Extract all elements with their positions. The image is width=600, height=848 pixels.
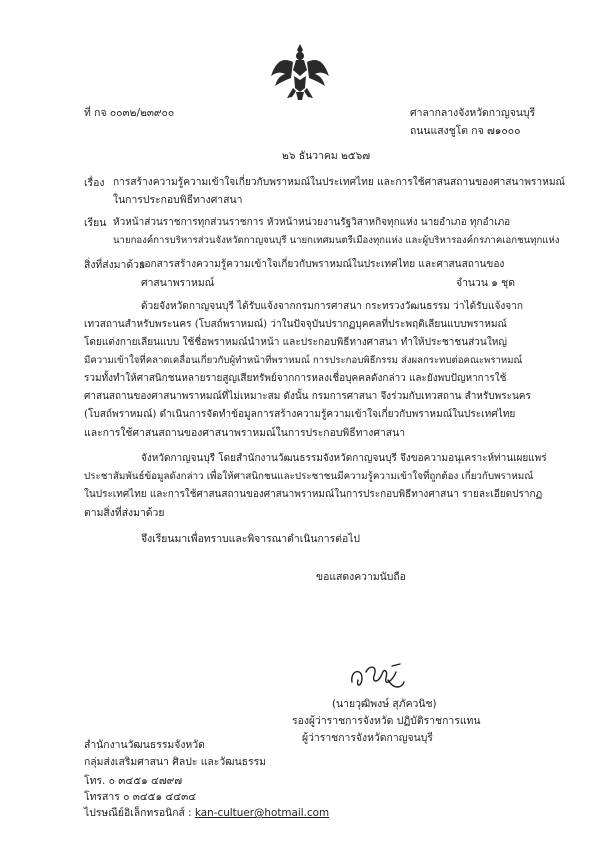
subject-label: เรื่อง (84, 177, 105, 189)
to-line-2: นายกองค์การบริหารส่วนจังหวัดกาญจนบุรี นายกเทศมนตรีเมืองทุกแห่ง และผู้บริหารองค์กรภาคเอกชนทุกแห่ง (113, 235, 560, 246)
paragraph-line: ในประเทศไทย และการใช้ศาสนสถานของศาสนาพราหมณ์ในการประกอบพิธีทางศาสนา รายละเอียดปรากฏ (84, 489, 543, 500)
paragraph-line: ศาสนสถานของศาสนาพราหมณ์ที่ไม่เหมาะสม ดังนั้น กรมการศาสนา จึงร่วมกับเทวสถาน สำหรับพระนคร (84, 391, 531, 402)
footer-email-row (84, 806, 329, 820)
paragraph-line: โดยแต่งกายเลียนแบบ ใช้ชื่อพราหมณ์นำหน้า และประกอบพิธีทางศาสนา ทำให้ประชาชนส่วนใหญ่ (84, 337, 508, 348)
subject-line-2: ในการประกอบพิธีทางศาสนา (113, 194, 243, 206)
paragraph-line: มีความเข้าใจที่คลาดเคลื่อนเกี่ยวกับผู้ทำหน้าที่พราหมณ์ การประกอบพิธีกรรม ส่งผลกระทบต่อคณะพราหมณ์ (84, 355, 523, 366)
reference-number: ที่ กจ ๐๐๓๒/๒๓๙๐๐ (84, 107, 175, 119)
signer-title-2: ผู้ว่าราชการจังหวัดกาญจนบุรี (302, 732, 433, 744)
email-label: ไปรษณีย์อิเล็กทรอนิกส์ : (84, 807, 192, 819)
paragraph-line: รวมทั้งทำให้ศาสนิกชนหลายรายสูญเสียทรัพย์จากการหลงเชื่อบุคคลดังกล่าว และยังพบปัญหาการใช้ (84, 373, 507, 384)
letter-date: ๒๖ ธันวาคม ๒๕๖๗ (282, 150, 371, 162)
paragraph-line: เทวสถานสำหรับพระนคร (โบสถ์พราหมณ์) ว่าในปัจจุบันปรากฏบุคคลที่ประพฤติเลียนแบบพราหมณ์ (84, 319, 507, 330)
footer-fax: โทรสาร ๐ ๓๔๕๑ ๔๔๓๔ (84, 791, 197, 803)
footer-office: สำนักงานวัฒนธรรมจังหวัด (84, 739, 205, 751)
paragraph-3: จึงเรียนมาเพื่อทราบและพิจารณาดำเนินการต่อไป (141, 533, 360, 545)
email-link[interactable]: kan-cultuer@hotmail.com (194, 807, 330, 819)
enclosure-line-1: เอกสารสร้างความรู้ความเข้าใจเกี่ยวกับพราหมณ์ในประเทศไทย และศาสนสถานของ (141, 259, 505, 270)
garuda-emblem-icon (269, 42, 331, 104)
to-label: เรียน (84, 217, 107, 229)
paragraph-line: จังหวัดกาญจนบุรี โดยสำนักงานวัฒนธรรมจังหวัดกาญจนบุรี จึงขอความอนุเคราะห์ท่านเผยแพร่ (141, 453, 547, 464)
paragraph-line: (โบสถ์พราหมณ์) ดำเนินการจัดทำข้อมูลการสร้างความรู้ความเข้าใจเกี่ยวกับพราหมณ์ในประเทศไทย (84, 409, 516, 420)
signer-title-1: รองผู้ว่าราชการจังหวัด ปฏิบัติราชการแทน (292, 715, 481, 727)
office-name: ศาลากลางจังหวัดกาญจนบุรี (410, 107, 536, 119)
to-line-1: หัวหน้าส่วนราชการทุกส่วนราชการ หัวหน้าหน่วยงานรัฐวิสาหกิจทุกแห่ง นายอำเภอ ทุกอำเภอ (113, 217, 511, 228)
closing-salutation: ขอแสดงความนับถือ (316, 571, 406, 583)
footer-phone: โทร. ๐ ๓๔๕๑ ๔๗๙๗ (84, 775, 183, 787)
office-address: ถนนแสงชูโต กจ ๗๑๐๐๐ (410, 125, 521, 137)
handwritten-signature (348, 660, 408, 694)
enclosure-line-2: ศาสนาพราหมณ์ (141, 277, 215, 289)
paragraph-line: ด้วยจังหวัดกาญจนบุรี ได้รับแจ้งจากกรมการศาสนา กระทรวงวัฒนธรรม ว่าได้รับแจ้งจาก (141, 301, 524, 312)
paragraph-line: และการใช้ศาสนสถานของศาสนาพราหมณ์ในการประกอบพิธีทางศาสนา (84, 427, 406, 439)
subject-line-1: การสร้างความรู้ความเข้าใจเกี่ยวกับพราหมณ์ในประเทศไทย และการใช้ศาสนสถานของศาสนาพราหมณ์ (113, 177, 566, 188)
paragraph-line: ประชาสัมพันธ์ข้อมูลดังกล่าว เพื่อให้ศาสนิกชนและประชาชนมีความรู้ความเข้าใจที่ถูกต้อง เกี่ยวกับพราหมณ์ (84, 471, 534, 482)
enclosure-count: จำนวน ๑ ชุด (456, 277, 515, 289)
enclosure-label: สิ่งที่ส่งมาด้วย (84, 259, 146, 271)
signer-name: (นายวุฒิพงษ์ สุภัควนิช) (332, 698, 437, 710)
paragraph-line: ตามสิ่งที่ส่งมาด้วย (84, 507, 165, 519)
footer-division: กลุ่มส่งเสริมศาสนา ศิลปะ และวัฒนธรรม (84, 756, 267, 768)
